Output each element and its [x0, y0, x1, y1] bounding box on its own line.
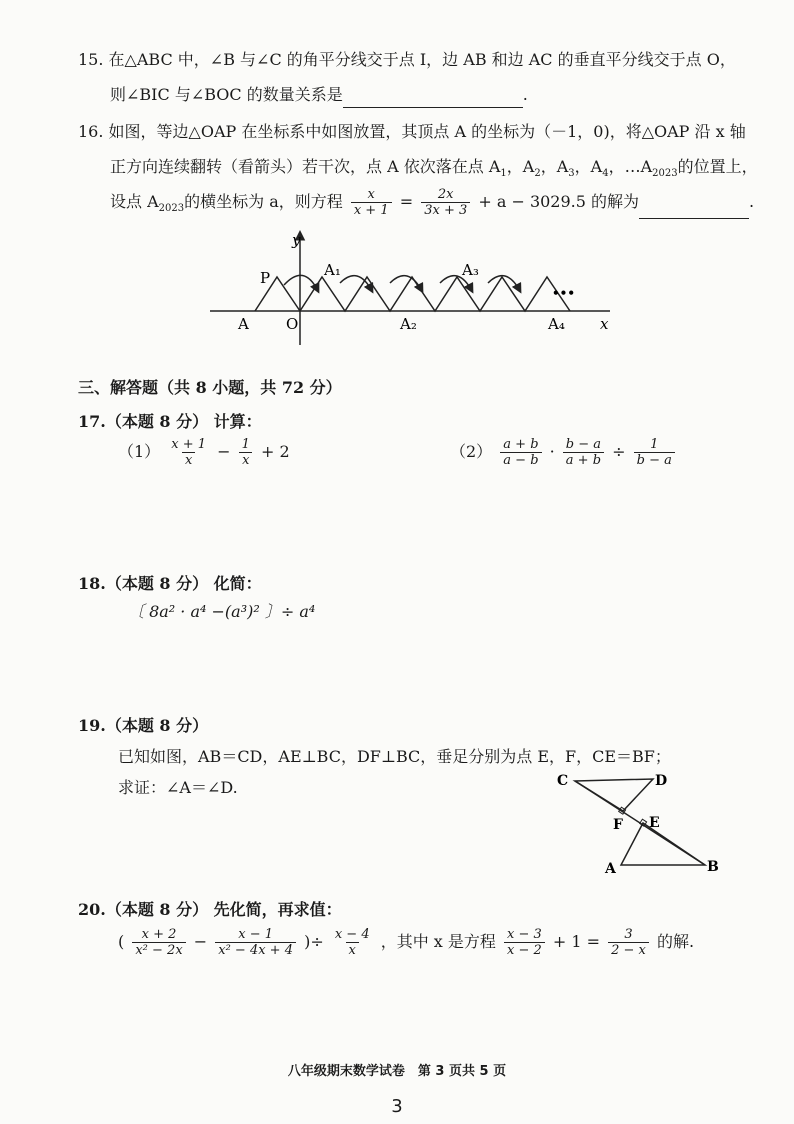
q17-p1-fraction-2: $\frac{1}{x}$ — [239, 437, 253, 468]
q20-fraction-3: $\frac{x - 4}{x}$ — [334, 927, 370, 958]
q18-head: 18.（本题 8 分） 化简： — [78, 574, 262, 593]
q17-part1: （1） $\frac{x + 1}{x}$ − $\frac{1}{x}$ + 2 — [118, 437, 290, 468]
q15-number: 15. — [78, 50, 104, 69]
q16-line1 — [78, 120, 746, 144]
label-x: x — [600, 315, 609, 333]
q16-fraction-1: $\frac{x}{x + 1}$ — [351, 187, 392, 218]
label-y: y — [292, 231, 301, 249]
flip-arrow-3 — [390, 276, 422, 291]
page-number: 3 — [391, 1096, 403, 1117]
fig19-label-f: F — [613, 817, 623, 833]
q17-p2-fraction-2: $\frac{b - a}{a + b}$ — [563, 437, 604, 468]
q16-fraction-2: $\frac{2x}{3x + 3}$ — [421, 187, 470, 218]
q19-prove: 求证：∠A＝∠D. — [118, 778, 238, 797]
q20-fraction-4: $\frac{x - 3}{x - 2}$ — [504, 927, 545, 958]
page-footer: 八年级期末数学试卷 第 3 页共 5 页 — [287, 1064, 507, 1079]
q19-head: 19.（本题 8 分） — [78, 716, 209, 735]
triangle-abe — [621, 823, 705, 865]
label-a1: A₁ — [324, 261, 341, 279]
q15-answer-blank[interactable] — [343, 83, 523, 108]
label-p: P — [260, 269, 271, 287]
q16-answer-blank[interactable] — [639, 186, 749, 219]
fig19-label-d: D — [655, 773, 668, 789]
q15-line1 — [78, 48, 736, 72]
figure-16-triangle-flip — [200, 225, 620, 350]
q20-head: 20.（本题 8 分） 先化简，再求值： — [78, 900, 342, 919]
flip-arrow-1 — [284, 275, 318, 291]
flip-arrow-5 — [488, 276, 520, 291]
label-a4: A₄ — [548, 315, 565, 333]
label-a: A — [238, 315, 249, 333]
q20-fraction-2: $\frac{x - 1}{\text{x² − 4x + 4}}$ — [215, 927, 296, 958]
q20-fraction-5: $\frac{3}{2 - x}$ — [608, 927, 649, 958]
fig19-label-e: E — [649, 815, 660, 831]
q20-expression: ( $\frac{x + 2}{\text{x² − 2x}}$ − $\frac{x - 1}{\text{x² − 4x + 4}}$ )÷ $\frac{x - 4}{x}$ ，其中 x 是方程 $\frac{x - 3}{x - 2}$ + 1 = $\frac{3}{2 - x}$ 的解. — [118, 927, 695, 958]
fig19-label-c: C — [557, 773, 569, 789]
q17-p2-fraction-1: $\frac{a + b}{a - b}$ — [500, 437, 541, 468]
q15-text-2: 则∠BIC 与∠BOC 的数量关系是 — [110, 85, 343, 104]
q20-fraction-1: $\frac{x + 2}{\text{x² − 2x}}$ — [132, 927, 185, 958]
q15-line2: 则∠BIC 与∠BOC 的数量关系是 . — [110, 83, 528, 108]
q16-line2: 正方向连续翻转（看箭头）若干次，点 A 依次落在点 $A_1$，$A_2$，$A_3$，$A_4$，$\dots A_{2023}$的位置上， — [110, 157, 758, 180]
q17-p2-fraction-3: $\frac{1}{b - a}$ — [634, 437, 675, 468]
q16-number: 16. — [78, 122, 104, 141]
q18-expression: 〔 8a² · a⁴ −(a³)² 〕÷ a⁴ — [128, 602, 316, 621]
q16-text-1: 如图，等边△OAP 在坐标系中如图放置，其顶点 A 的坐标为（－1，0)，将△OAP 沿 x 轴 — [108, 122, 746, 141]
q17-head: 17.（本题 8 分） 计算： — [78, 412, 262, 431]
q15-text-1: 在△ABC 中，∠B 与∠C 的角平分线交于点 I，边 AB 和边 AC 的垂直平分线交于点 O， — [108, 50, 736, 69]
label-a2: A₂ — [400, 315, 417, 333]
label-a3: A₃ — [462, 261, 479, 279]
fig19-label-a: A — [605, 861, 616, 877]
figure-19-triangles — [545, 765, 730, 880]
q16-line3: 设点 $A_{2023}$的横坐标为 a，则方程 $\frac{x}{x + 1}$ = $\frac{2x}{3x + 3}$ + a − 3029.5 的解为 . — [110, 187, 755, 218]
label-ellipsis: ••• — [552, 286, 576, 300]
label-o: O — [286, 315, 299, 333]
q17-p1-fraction-1: $\frac{x + 1}{x}$ — [171, 437, 207, 468]
q17-part2: （2） $\frac{a + b}{a - b}$ · $\frac{b - a}{a + b}$ ÷ $\frac{1}{b - a}$ — [450, 436, 678, 468]
fig19-label-b: B — [707, 859, 719, 875]
q19-given: 已知如图，AB＝CD，AE⊥BC，DF⊥BC，垂足分别为点 E，F，CE＝BF； — [118, 747, 671, 766]
section-3-title: 三、解答题（共 8 小题，共 72 分） — [78, 378, 342, 397]
